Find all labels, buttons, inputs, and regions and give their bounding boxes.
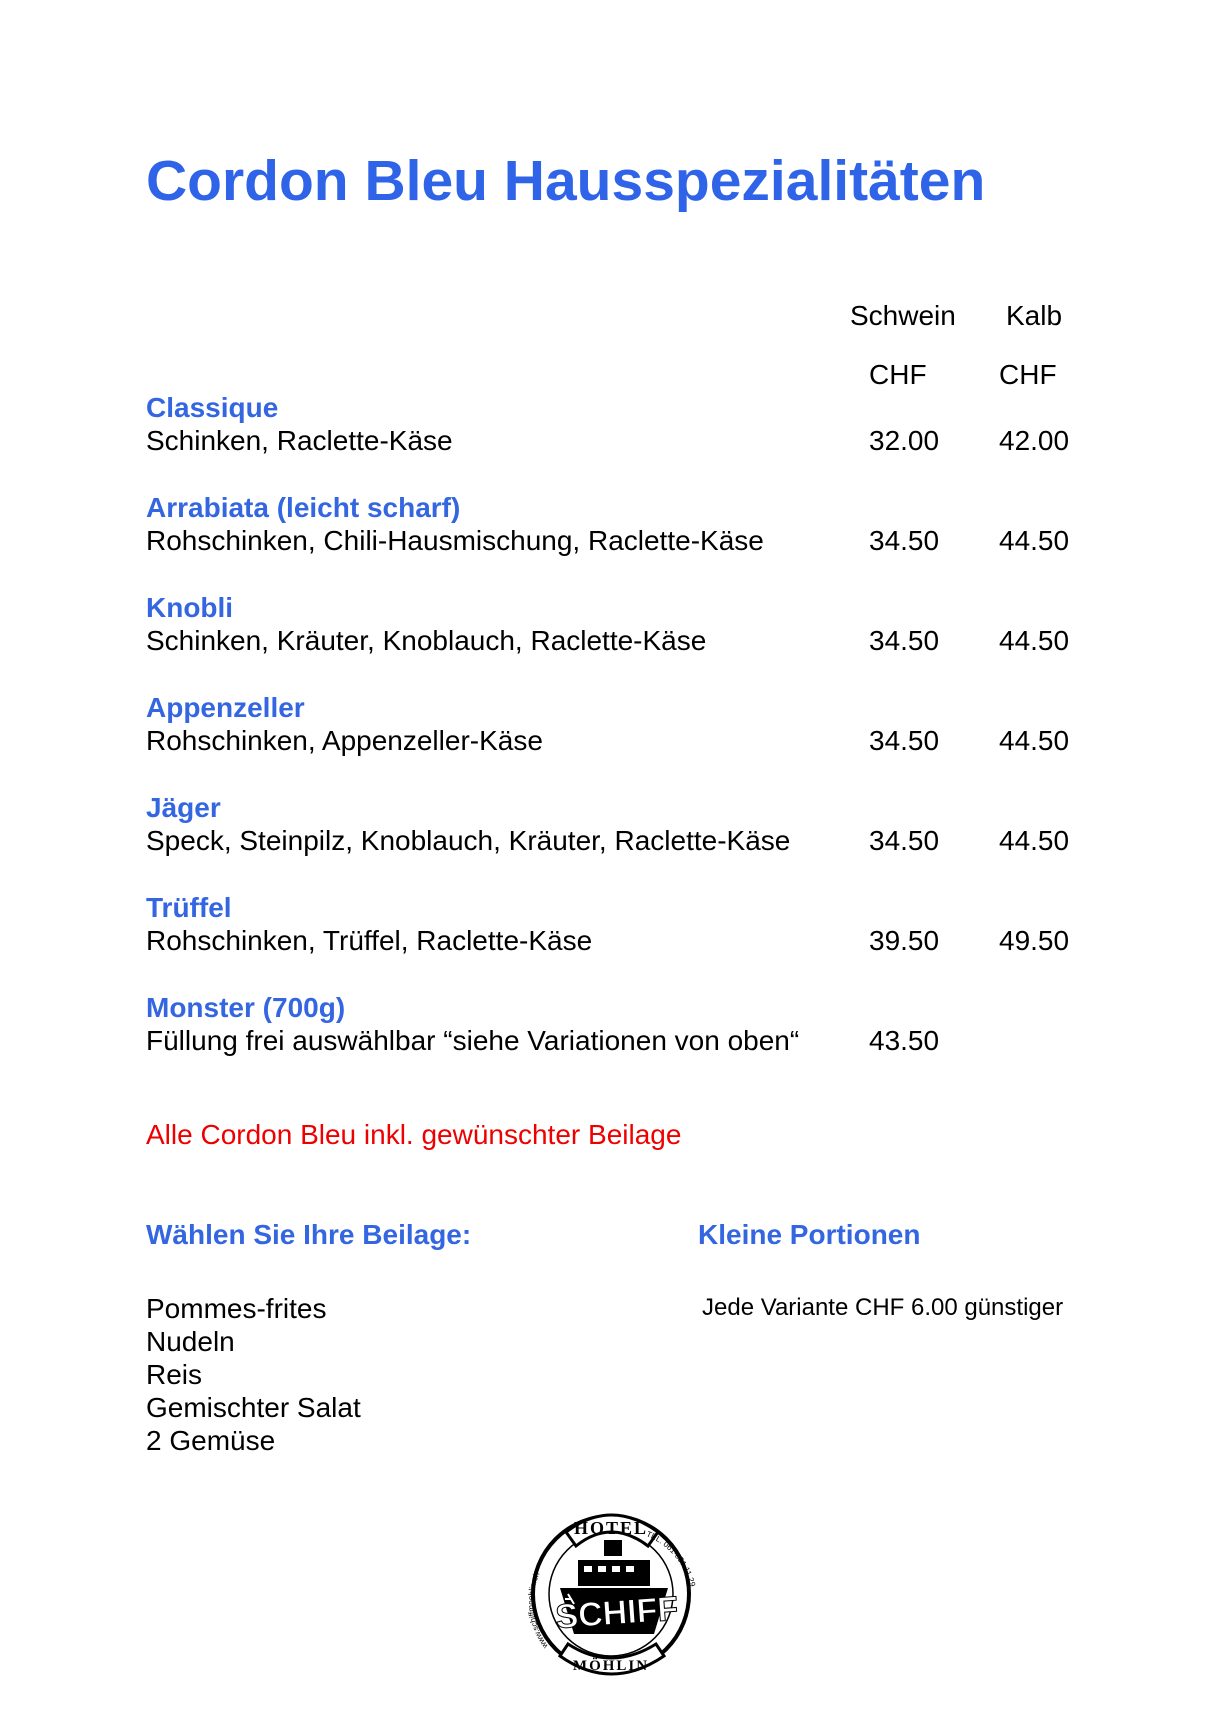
- side-option: Gemischter Salat: [146, 1392, 361, 1423]
- column-header-pork: Schwein: [850, 300, 956, 331]
- side-option: Nudeln: [146, 1326, 235, 1357]
- price-veal: 44.50: [999, 825, 1070, 856]
- menu-item-name: Jäger: [146, 792, 221, 823]
- logo-center-text: SCHIFF: [554, 1589, 680, 1637]
- side-option: 2 Gemüse: [146, 1425, 276, 1456]
- price-veal: 49.50: [999, 925, 1070, 956]
- column-currency-veal: CHF: [999, 359, 1057, 390]
- menu-item-description: Schinken, Kräuter, Knoblauch, Raclette-Käse: [146, 625, 707, 656]
- price-pork: 34.50: [869, 625, 940, 656]
- logo-website: www.schiffmoehlin.ch: [526, 1570, 550, 1651]
- menu-item-description: Rohschinken, Appenzeller-Käse: [146, 725, 543, 756]
- hotel-logo: [518, 1496, 704, 1688]
- price-veal: 44.50: [999, 525, 1070, 556]
- price-pork: 43.50: [869, 1025, 940, 1056]
- price-veal: 44.50: [999, 725, 1070, 756]
- side-dish-note: Alle Cordon Bleu inkl. gewünschter Beilage: [146, 1119, 682, 1150]
- price-pork: 39.50: [869, 925, 940, 956]
- menu-item-name: Monster (700g): [146, 992, 346, 1023]
- small-portions-text: Jede Variante CHF 6.00 günstiger: [702, 1294, 1064, 1321]
- logo-bottom-text: MÖHLIN: [572, 1658, 650, 1674]
- price-pork: 32.00: [869, 425, 940, 456]
- menu-item-description: Füllung frei auswählbar “siehe Variationen von oben“: [146, 1025, 800, 1056]
- menu-item-name: Knobli: [146, 592, 234, 623]
- price-pork: 34.50: [869, 525, 940, 556]
- menu-item-name: Arrabiata (leicht scharf): [146, 492, 461, 523]
- menu-item-name: Trüffel: [146, 892, 232, 923]
- price-pork: 34.50: [869, 725, 940, 756]
- menu-item-description: Speck, Steinpilz, Knoblauch, Kräuter, Raclette-Käse: [146, 825, 791, 856]
- menu-item-name: Appenzeller: [146, 692, 305, 723]
- small-portions-heading: Kleine Portionen: [698, 1219, 921, 1250]
- price-veal: 44.50: [999, 625, 1070, 656]
- logo-phone: TEL. 061-851 11 29: [645, 1529, 698, 1588]
- logo-top-text: HOTEL: [573, 1518, 649, 1538]
- side-option: Pommes-frites: [146, 1293, 327, 1324]
- menu-item-name: Classique: [146, 392, 279, 423]
- menu-item-description: Rohschinken, Trüffel, Raclette-Käse: [146, 925, 593, 956]
- menu-item-description: Schinken, Raclette-Käse: [146, 425, 453, 456]
- menu-item-description: Rohschinken, Chili-Hausmischung, Raclette-Käse: [146, 525, 764, 556]
- page-title: Cordon Bleu Hausspezialitäten: [146, 149, 986, 213]
- column-header-veal: Kalb: [1006, 300, 1063, 331]
- price-pork: 34.50: [869, 825, 940, 856]
- sides-heading: Wählen Sie Ihre Beilage:: [146, 1219, 472, 1250]
- price-veal: 42.00: [999, 425, 1070, 456]
- side-option: Reis: [146, 1359, 203, 1390]
- column-currency-pork: CHF: [869, 359, 927, 390]
